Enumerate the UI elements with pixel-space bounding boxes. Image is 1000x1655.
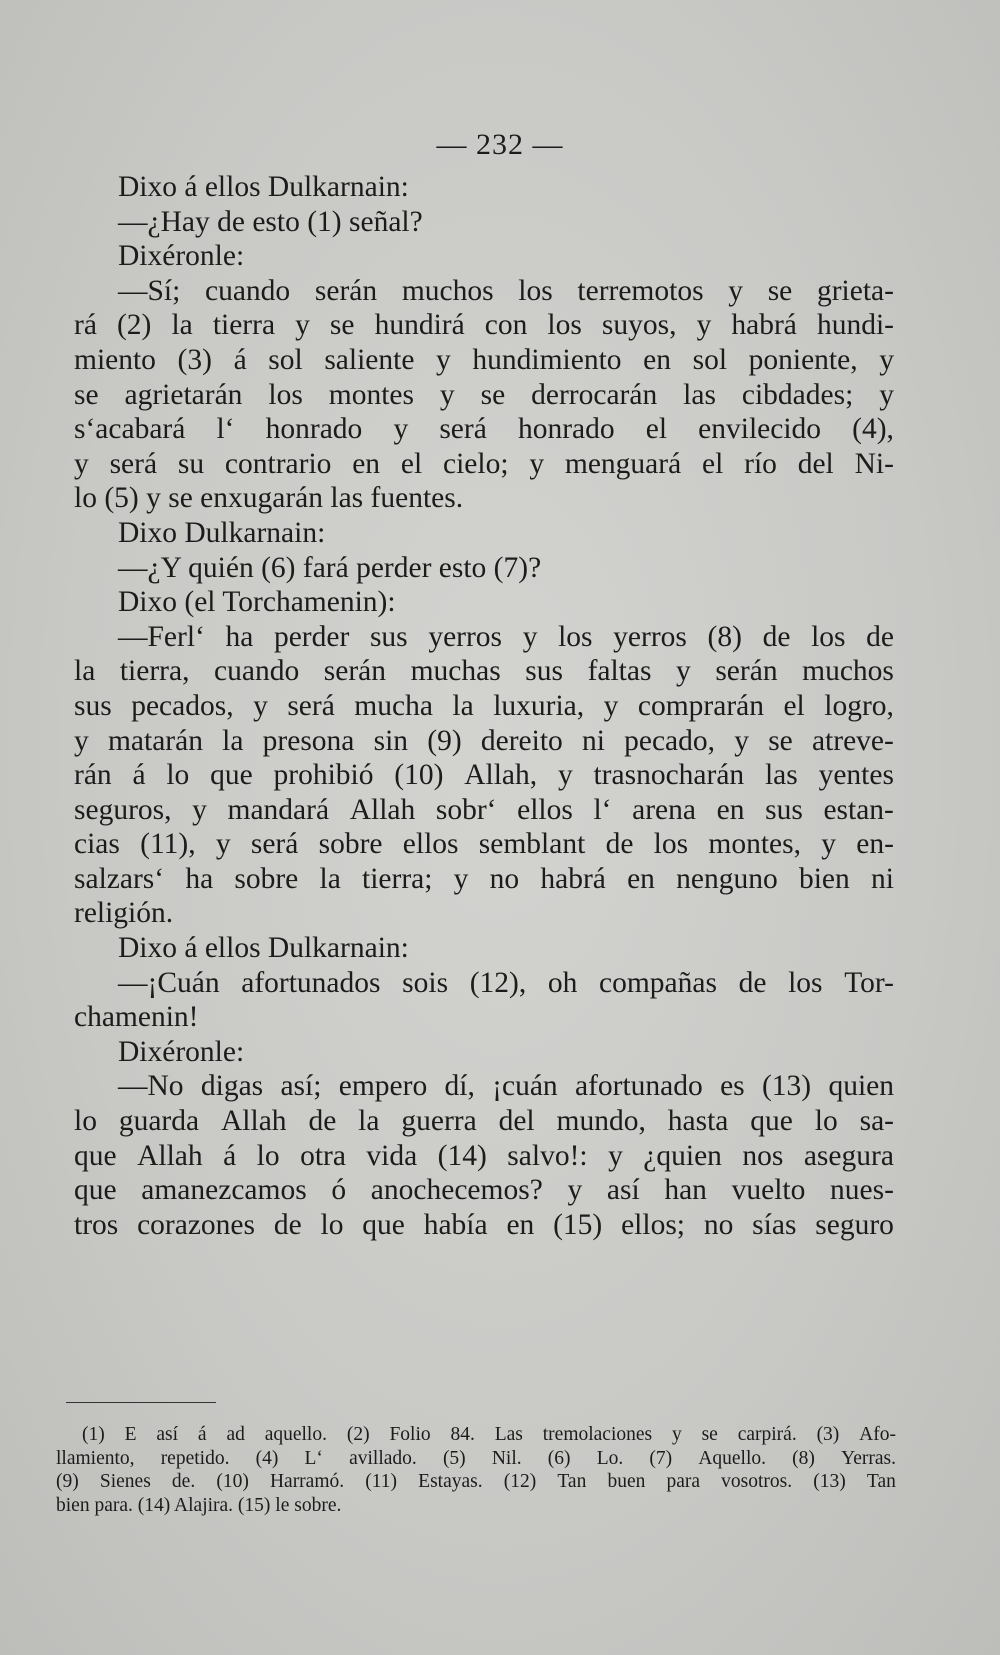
text-line: Dixo á ellos Dulkarnain: xyxy=(118,932,409,965)
footnote-line: (9) Sienes de. (10) Harramó. (11) Estayas. (12) Tan buen para vosotros. (13) Tan xyxy=(56,1471,896,1492)
text-line: s‘acabará l‘ honrado y será honrado el envilecido (4), xyxy=(74,413,894,446)
main-text xyxy=(74,170,894,1242)
text-line: seguros, y mandará Allah sobr‘ ellos l‘ arena en sus estan- xyxy=(74,793,894,826)
text-line: cias (11), y será sobre ellos semblant de los montes, y en- xyxy=(74,828,894,861)
text-line: que amanezcamos ó anochecemos? y así han vuelto nues- xyxy=(74,1174,894,1207)
text-line: sus pecados, y será mucha la luxuria, y comprarán el logro, xyxy=(74,689,894,722)
text-line: que Allah á lo otra vida (14) salvo!: y ¿quien nos asegura xyxy=(74,1139,894,1172)
text-line: Dixo á ellos Dulkarnain: xyxy=(118,171,409,203)
text-line: Dixéronle: xyxy=(118,1035,245,1068)
text-line: la tierra, cuando serán muchas sus faltas y serán muchos xyxy=(74,655,894,688)
text-line: miento (3) á sol saliente y hundimiento en sol poniente, y xyxy=(74,343,894,376)
footnote-line: llamiento, repetido. (4) L‘ avillado. (5) Nil. (6) Lo. (7) Aquello. (8) Yerras. xyxy=(56,1447,896,1469)
text-line: y será su contrario en el cielo; y menguará el río del Ni- xyxy=(74,447,894,480)
text-line: —¿Hay de esto (1) señal? xyxy=(118,205,423,238)
text-line: rá (2) la tierra y se hundirá con los suyos, y habrá hundi- xyxy=(74,309,894,342)
text-line: chamenin! xyxy=(74,1001,199,1034)
page-number: — 232 — xyxy=(436,128,564,161)
footnote-line: bien para. (14) Alajira. (15) le sobre. xyxy=(56,1494,342,1516)
text-line: —¡Cuán afortunados sois (12), oh compañas de los Tor- xyxy=(118,966,894,999)
footnote-line: (1) E así á ad aquello. (2) Folio 84. Las tremolaciones y se carpirá. (3) Afo- xyxy=(82,1424,896,1445)
text-line: —No digas así; empero dí, ¡cuán afortunado es (13) quien xyxy=(118,1070,894,1103)
text-line: lo (5) y se enxugarán las fuentes. xyxy=(74,482,464,515)
text-line: Dixo (el Torchamenin): xyxy=(118,586,396,619)
text-line: —Sí; cuando serán muchos los terremotos y se grieta- xyxy=(118,274,894,307)
text-line: —¿Y quién (6) fará perder esto (7)? xyxy=(118,551,542,584)
text-line: lo guarda Allah de la guerra del mundo, hasta que lo sa- xyxy=(74,1105,894,1138)
text-line: y matarán la presona sin (9) dereito ni pecado, y se atreve- xyxy=(74,724,894,757)
footnote-rule xyxy=(66,1402,216,1403)
text-line: rán á lo que prohibió (10) Allah, y trasnocharán las yentes xyxy=(74,759,894,792)
text-line: tros corazones de lo que había en (15) ellos; no sías seguro xyxy=(74,1208,894,1241)
text-line: religión. xyxy=(74,897,174,930)
text-line: se agrietarán los montes y se derrocarán las cibdades; y xyxy=(74,378,894,411)
text-line: —Ferl‘ ha perder sus yerros y los yerros (8) de los de xyxy=(118,620,894,653)
text-line: salzars‘ ha sobre la tierra; y no habrá en nenguno bien ni xyxy=(74,862,894,895)
text-line: Dixéronle: xyxy=(118,240,245,273)
text-line: Dixo Dulkarnain: xyxy=(118,516,326,549)
footnotes xyxy=(56,1423,896,1517)
